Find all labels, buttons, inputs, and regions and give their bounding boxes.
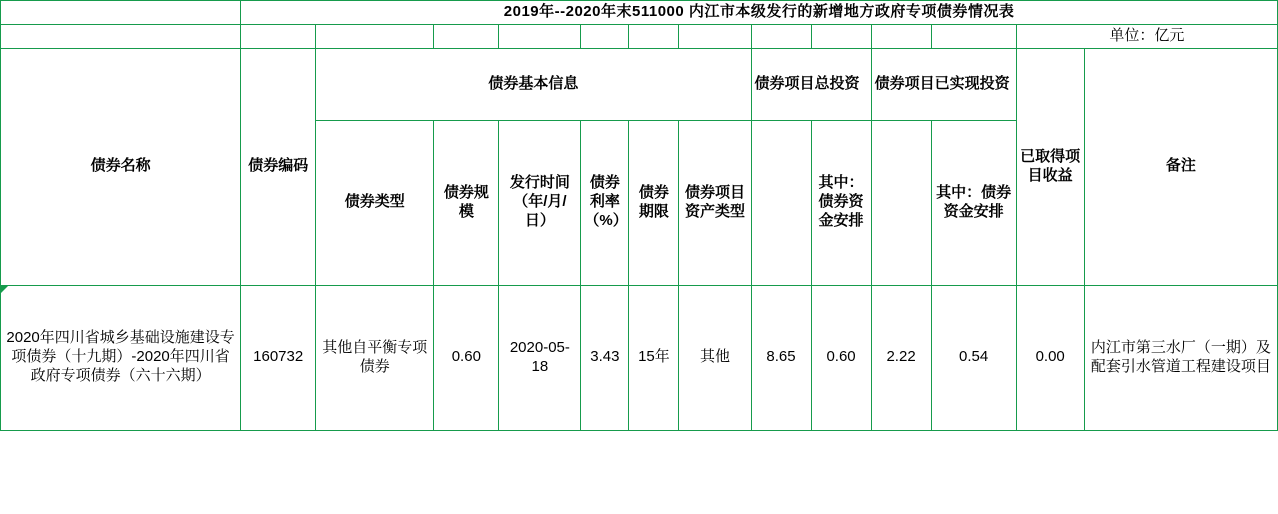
group-header-row bbox=[1, 48, 1278, 120]
group-header-project-realized-investment: 债券项目已实现投资 bbox=[871, 48, 1016, 120]
cell-realized-investment: 2.22 bbox=[871, 285, 931, 430]
cell-project-asset-type: 其他 bbox=[679, 285, 751, 430]
title-row bbox=[1, 1, 1278, 25]
col-header-bond-name: 债券名称 bbox=[1, 48, 241, 285]
col-header-bond-type: 债券类型 bbox=[316, 120, 434, 285]
unit-row-blank-10 bbox=[811, 24, 871, 48]
cell-bond-rate: 3.43 bbox=[581, 285, 629, 430]
unit-row-blank-8 bbox=[679, 24, 751, 48]
col-header-realized-of-which-bond-funds: 其中：债券资金安排 bbox=[931, 120, 1016, 285]
unit-row-blank-3 bbox=[316, 24, 434, 48]
col-header-bond-scale: 债券规模 bbox=[434, 120, 499, 285]
cell-bond-scale: 0.60 bbox=[434, 285, 499, 430]
unit-row-blank-6 bbox=[581, 24, 629, 48]
cell-bond-type: 其他自平衡专项债券 bbox=[316, 285, 434, 430]
title-left-blank bbox=[1, 1, 241, 25]
col-header-project-asset-type: 债券项目资产类型 bbox=[679, 120, 751, 285]
cell-total-investment: 8.65 bbox=[751, 285, 811, 430]
unit-row bbox=[1, 24, 1278, 48]
unit-row-blank-11 bbox=[871, 24, 931, 48]
unit-row-blank-9 bbox=[751, 24, 811, 48]
page-title: 2019年--2020年末511000 内江市本级发行的新增地方政府专项债券情况表 bbox=[241, 1, 1278, 25]
col-header-total-investment-value bbox=[751, 120, 811, 285]
cell-total-of-which-bond-funds: 0.60 bbox=[811, 285, 871, 430]
col-header-total-of-which-bond-funds: 其中：债券资金安排 bbox=[811, 120, 871, 285]
unit-row-blank-2 bbox=[241, 24, 316, 48]
col-header-bond-term: 债券期限 bbox=[629, 120, 679, 285]
cell-realized-of-which-bond-funds: 0.54 bbox=[931, 285, 1016, 430]
col-header-realized-investment-value bbox=[871, 120, 931, 285]
table-row bbox=[1, 285, 1278, 430]
unit-row-blank-4 bbox=[434, 24, 499, 48]
unit-row-blank-5 bbox=[499, 24, 581, 48]
group-header-project-total-investment: 债券项目总投资 bbox=[751, 48, 871, 120]
col-header-remark: 备注 bbox=[1084, 48, 1277, 285]
cell-obtained-project-income: 0.00 bbox=[1016, 285, 1084, 430]
unit-row-blank-7 bbox=[629, 24, 679, 48]
col-header-issue-date: 发行时间（年/月/日） bbox=[499, 120, 581, 285]
col-header-bond-rate: 债券利率（%） bbox=[581, 120, 629, 285]
unit-row-blank-12 bbox=[931, 24, 1016, 48]
group-header-bond-basic-info: 债券基本信息 bbox=[316, 48, 751, 120]
cell-bond-term: 15年 bbox=[629, 285, 679, 430]
unit-row-blank-1 bbox=[1, 24, 241, 48]
cell-issue-date: 2020-05-18 bbox=[499, 285, 581, 430]
col-header-obtained-project-income: 已取得项目收益 bbox=[1016, 48, 1084, 285]
cell-bond-name: 2020年四川省城乡基础设施建设专项债券（十九期）-2020年四川省政府专项债券（六十六期） bbox=[1, 285, 241, 430]
cell-bond-code: 160732 bbox=[241, 285, 316, 430]
unit-note: 单位：亿元 bbox=[1016, 24, 1277, 48]
cell-remark: 内江市第三水厂（一期）及配套引水管道工程建设项目 bbox=[1084, 285, 1277, 430]
col-header-bond-code: 债券编码 bbox=[241, 48, 316, 285]
